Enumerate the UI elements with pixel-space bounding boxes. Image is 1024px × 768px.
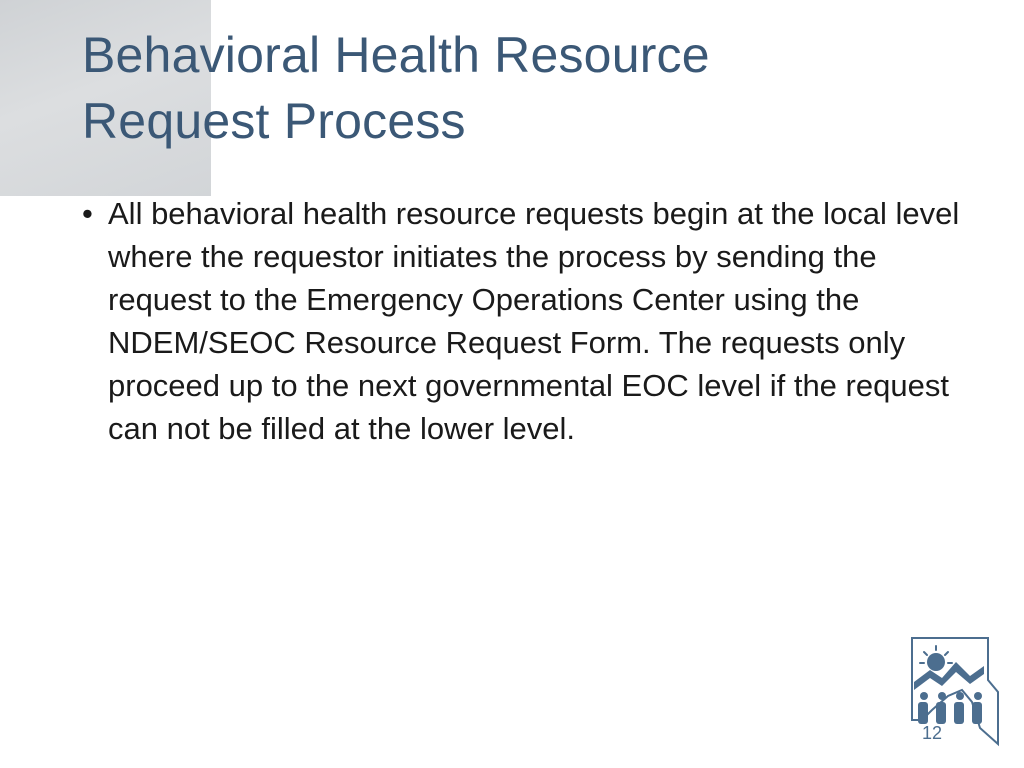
- bullet-text: All behavioral health resource requests begin at the local level where the requestor initiates the process by sending the request to the Emergency Operations Center using the NDEM/SEOC Resource Request Form. The requests only proceed up to the next governmental EOC level if the request can not be filled at the lower level.: [108, 196, 960, 446]
- slide-title: [82, 22, 982, 154]
- bullet-list: [82, 192, 962, 450]
- page-number: 12: [921, 723, 943, 743]
- bullet-icon: •: [82, 196, 93, 231]
- slide-title-line-1: Behavioral Health Resource: [82, 27, 710, 83]
- slide-title-line-2: Request Process: [82, 93, 466, 149]
- bullet-item: [82, 192, 962, 450]
